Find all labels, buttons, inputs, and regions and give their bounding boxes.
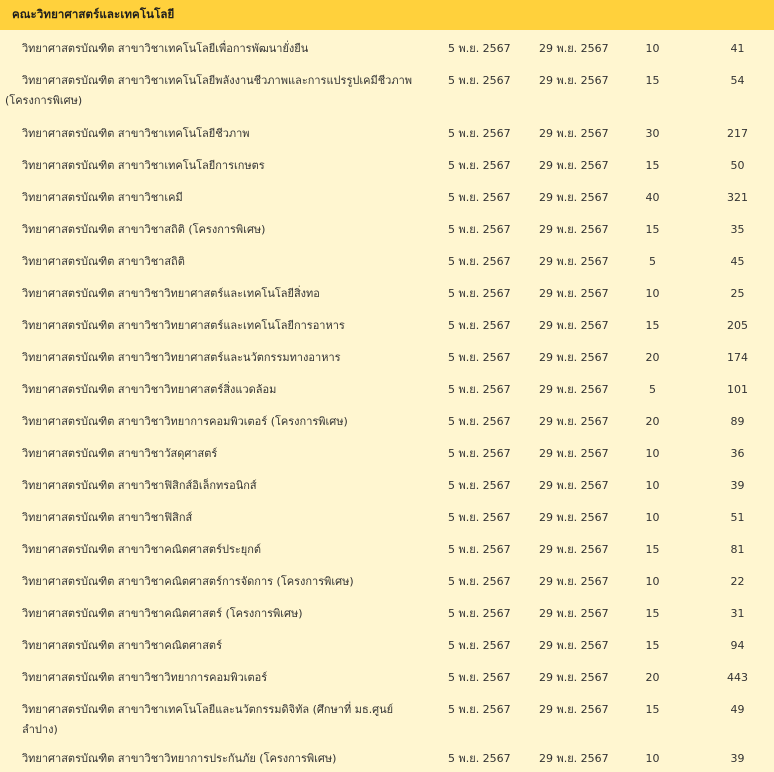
open-date: 5 พ.ย. 2567 bbox=[448, 575, 511, 588]
open-date: 5 พ.ย. 2567 bbox=[448, 415, 511, 428]
program-name-text: วิทยาศาสตรบัณฑิต สาขาวิชาเทคโนโลยีการเกษตร bbox=[22, 159, 265, 172]
seats-count: 15 bbox=[645, 319, 660, 332]
applicants-count: 39 bbox=[730, 479, 745, 492]
applicants-count: 54 bbox=[730, 74, 745, 87]
applicants-count: 51 bbox=[730, 511, 745, 524]
applicants-count: 217 bbox=[727, 127, 749, 140]
applicants-count: 101 bbox=[727, 383, 749, 396]
program-name bbox=[0, 30, 428, 62]
program-name bbox=[0, 499, 428, 531]
program-name-text: วิทยาศาสตรบัณฑิต สาขาวิชาคณิตศาสตร์การจัดการ (โครงการพิเศษ) bbox=[22, 575, 354, 588]
close-date: 29 พ.ย. 2567 bbox=[539, 479, 609, 492]
program-name-text: วิทยาศาสตรบัณฑิต สาขาวิชาวิทยาศาสตร์และเทคโนโลยีสิ่งทอ bbox=[22, 287, 320, 300]
program-name bbox=[0, 179, 428, 211]
program-name bbox=[0, 147, 428, 179]
close-date: 29 พ.ย. 2567 bbox=[539, 287, 609, 300]
program-name-text: วิทยาศาสตรบัณฑิต สาขาวิชาคณิตศาสตร์ (โครงการพิเศษ) bbox=[22, 607, 303, 620]
open-date: 5 พ.ย. 2567 bbox=[448, 447, 511, 460]
program-name bbox=[0, 467, 428, 499]
program-name-continuation: (โครงการพิเศษ) bbox=[5, 94, 83, 107]
seats-count: 15 bbox=[645, 607, 660, 620]
table-row bbox=[0, 499, 774, 531]
close-date: 29 พ.ย. 2567 bbox=[539, 319, 609, 332]
table-row bbox=[0, 531, 774, 563]
open-date: 5 พ.ย. 2567 bbox=[448, 223, 511, 236]
seats-count: 15 bbox=[645, 159, 660, 172]
applicants-count: 321 bbox=[727, 191, 749, 204]
seats-count: 10 bbox=[645, 479, 660, 492]
program-name-text: วิทยาศาสตรบัณฑิต สาขาวิชาวิทยาศาสตร์และเทคโนโลยีการอาหาร bbox=[22, 319, 345, 332]
close-date: 29 พ.ย. 2567 bbox=[539, 351, 609, 364]
table-row bbox=[0, 211, 774, 243]
table-row bbox=[0, 275, 774, 307]
program-name-text: วิทยาศาสตรบัณฑิต สาขาวิชาเทคโนโลยีพลังงานชีวภาพและการแปรรูปเคมีชีวภาพ bbox=[22, 74, 413, 87]
open-date: 5 พ.ย. 2567 bbox=[448, 287, 511, 300]
open-date: 5 พ.ย. 2567 bbox=[448, 127, 511, 140]
program-name bbox=[0, 627, 428, 659]
close-date: 29 พ.ย. 2567 bbox=[539, 127, 609, 140]
open-date: 5 พ.ย. 2567 bbox=[448, 543, 511, 556]
program-name-text: วิทยาศาสตรบัณฑิต สาขาวิชาสถิติ bbox=[22, 255, 185, 268]
open-date: 5 พ.ย. 2567 bbox=[448, 351, 511, 364]
program-name-text: วิทยาศาสตรบัณฑิต สาขาวิชาเทคโนโลยีและนวัตกรรมดิจิทัล (ศึกษาที่ มธ.ศูนย์ลำปาง) bbox=[22, 703, 394, 736]
table-row bbox=[0, 115, 774, 147]
faculty-header-row bbox=[0, 0, 774, 30]
open-date: 5 พ.ย. 2567 bbox=[448, 639, 511, 652]
program-name bbox=[0, 563, 428, 595]
applicants-count: 94 bbox=[730, 639, 745, 652]
open-date: 5 พ.ย. 2567 bbox=[448, 191, 511, 204]
program-name bbox=[0, 243, 428, 275]
close-date: 29 พ.ย. 2567 bbox=[539, 42, 609, 55]
applicants-count: 41 bbox=[730, 42, 745, 55]
close-date: 29 พ.ย. 2567 bbox=[539, 752, 609, 765]
open-date: 5 พ.ย. 2567 bbox=[448, 671, 511, 684]
close-date: 29 พ.ย. 2567 bbox=[539, 223, 609, 236]
open-date: 5 พ.ย. 2567 bbox=[448, 752, 511, 765]
applicants-count: 22 bbox=[730, 575, 745, 588]
open-date: 5 พ.ย. 2567 bbox=[448, 511, 511, 524]
applicants-count: 443 bbox=[727, 671, 749, 684]
seats-count: 10 bbox=[645, 752, 660, 765]
program-name bbox=[0, 403, 428, 435]
program-name bbox=[0, 211, 428, 243]
program-name-text: วิทยาศาสตรบัณฑิต สาขาวิชาวิทยาศาสตร์และนวัตกรรมทางอาหาร bbox=[22, 351, 341, 364]
table-row bbox=[0, 595, 774, 627]
table-row bbox=[0, 659, 774, 691]
program-name-text: วิทยาศาสตรบัณฑิต สาขาวิชาวิทยาศาสตร์สิ่งแวดล้อม bbox=[22, 383, 277, 396]
open-date: 5 พ.ย. 2567 bbox=[448, 319, 511, 332]
close-date: 29 พ.ย. 2567 bbox=[539, 191, 609, 204]
close-date: 29 พ.ย. 2567 bbox=[539, 575, 609, 588]
table-row bbox=[0, 179, 774, 211]
close-date: 29 พ.ย. 2567 bbox=[539, 255, 609, 268]
program-name-text: วิทยาศาสตรบัณฑิต สาขาวิชาสถิติ (โครงการพิเศษ) bbox=[22, 223, 266, 236]
close-date: 29 พ.ย. 2567 bbox=[539, 703, 609, 716]
table-row bbox=[0, 691, 774, 740]
applicants-count: 25 bbox=[730, 287, 745, 300]
applicants-count: 205 bbox=[727, 319, 749, 332]
applicants-count: 89 bbox=[730, 415, 745, 428]
applicants-count: 49 bbox=[730, 703, 745, 716]
program-name-text: วิทยาศาสตรบัณฑิต สาขาวิชาเทคโนโลยีเพื่อการพัฒนายั่งยืน bbox=[22, 42, 309, 55]
program-name bbox=[0, 339, 428, 371]
program-name bbox=[0, 435, 428, 467]
table-row bbox=[0, 243, 774, 275]
program-name-text: วิทยาศาสตรบัณฑิต สาขาวิชาเคมี bbox=[22, 191, 183, 204]
program-name-text: วิทยาศาสตรบัณฑิต สาขาวิชาคณิตศาสตร์ bbox=[22, 639, 222, 652]
applicants-count: 31 bbox=[730, 607, 745, 620]
close-date: 29 พ.ย. 2567 bbox=[539, 383, 609, 396]
close-date: 29 พ.ย. 2567 bbox=[539, 415, 609, 428]
program-name bbox=[0, 659, 428, 691]
seats-count: 15 bbox=[645, 703, 660, 716]
close-date: 29 พ.ย. 2567 bbox=[539, 671, 609, 684]
seats-count: 20 bbox=[645, 671, 660, 684]
close-date: 29 พ.ย. 2567 bbox=[539, 511, 609, 524]
program-name-text: วิทยาศาสตรบัณฑิต สาขาวิชาวิทยาการคอมพิวเตอร์ bbox=[22, 671, 268, 684]
open-date: 5 พ.ย. 2567 bbox=[448, 159, 511, 172]
applicants-count: 39 bbox=[730, 752, 745, 765]
seats-count: 10 bbox=[645, 287, 660, 300]
close-date: 29 พ.ย. 2567 bbox=[539, 159, 609, 172]
close-date: 29 พ.ย. 2567 bbox=[539, 74, 609, 87]
program-name bbox=[0, 275, 428, 307]
program-name bbox=[0, 595, 428, 627]
seats-count: 15 bbox=[645, 543, 660, 556]
table-row bbox=[0, 563, 774, 595]
open-date: 5 พ.ย. 2567 bbox=[448, 74, 511, 87]
table-row bbox=[0, 371, 774, 403]
seats-count: 5 bbox=[649, 255, 656, 268]
program-name-text: วิทยาศาสตรบัณฑิต สาขาวิชาวัสดุศาสตร์ bbox=[22, 447, 218, 460]
open-date: 5 พ.ย. 2567 bbox=[448, 479, 511, 492]
close-date: 29 พ.ย. 2567 bbox=[539, 543, 609, 556]
seats-count: 15 bbox=[645, 74, 660, 87]
table-row bbox=[0, 403, 774, 435]
program-name-text: วิทยาศาสตรบัณฑิต สาขาวิชาคณิตศาสตร์ประยุกต์ bbox=[22, 543, 262, 556]
open-date: 5 พ.ย. 2567 bbox=[448, 255, 511, 268]
table-row bbox=[0, 62, 774, 115]
seats-count: 10 bbox=[645, 575, 660, 588]
seats-count: 20 bbox=[645, 415, 660, 428]
applicants-count: 45 bbox=[730, 255, 745, 268]
program-name bbox=[0, 62, 428, 115]
table-row bbox=[0, 467, 774, 499]
table-row bbox=[0, 30, 774, 62]
faculty-title: คณะวิทยาศาสตร์และเทคโนโลยี bbox=[0, 0, 774, 30]
open-date: 5 พ.ย. 2567 bbox=[448, 607, 511, 620]
open-date: 5 พ.ย. 2567 bbox=[448, 703, 511, 716]
seats-count: 20 bbox=[645, 351, 660, 364]
applicants-count: 50 bbox=[730, 159, 745, 172]
seats-count: 5 bbox=[649, 383, 656, 396]
seats-count: 15 bbox=[645, 223, 660, 236]
seats-count: 40 bbox=[645, 191, 660, 204]
applicants-count: 36 bbox=[730, 447, 745, 460]
table-row bbox=[0, 307, 774, 339]
table-row bbox=[0, 627, 774, 659]
seats-count: 10 bbox=[645, 447, 660, 460]
seats-count: 10 bbox=[645, 42, 660, 55]
applicants-count: 35 bbox=[730, 223, 745, 236]
table-row bbox=[0, 339, 774, 371]
close-date: 29 พ.ย. 2567 bbox=[539, 639, 609, 652]
program-name-text: วิทยาศาสตรบัณฑิต สาขาวิชาเทคโนโลยีชีวภาพ bbox=[22, 127, 250, 140]
program-name-text: วิทยาศาสตรบัณฑิต สาขาวิชาฟิสิกส์ bbox=[22, 511, 193, 524]
program-name bbox=[0, 691, 428, 740]
seats-count: 30 bbox=[645, 127, 660, 140]
applicants-count: 174 bbox=[727, 351, 749, 364]
open-date: 5 พ.ย. 2567 bbox=[448, 383, 511, 396]
close-date: 29 พ.ย. 2567 bbox=[539, 607, 609, 620]
program-name-text: วิทยาศาสตรบัณฑิต สาขาวิชาวิทยาการคอมพิวเตอร์ (โครงการพิเศษ) bbox=[22, 415, 348, 428]
table-row bbox=[0, 147, 774, 179]
table-row bbox=[0, 740, 774, 772]
program-name bbox=[0, 371, 428, 403]
close-date: 29 พ.ย. 2567 bbox=[539, 447, 609, 460]
program-name-text: วิทยาศาสตรบัณฑิต สาขาวิชาวิทยาการประกันภัย (โครงการพิเศษ) bbox=[22, 752, 337, 765]
program-rows bbox=[0, 30, 774, 772]
open-date: 5 พ.ย. 2567 bbox=[448, 42, 511, 55]
table-row bbox=[0, 435, 774, 467]
seats-count: 10 bbox=[645, 511, 660, 524]
program-name bbox=[0, 531, 428, 563]
program-name-text: วิทยาศาสตรบัณฑิต สาขาวิชาฟิสิกส์อิเล็กทรอนิกส์ bbox=[22, 479, 257, 492]
applicants-count: 81 bbox=[730, 543, 745, 556]
program-name bbox=[0, 307, 428, 339]
program-name bbox=[0, 115, 428, 147]
program-name bbox=[0, 740, 428, 772]
seats-count: 15 bbox=[645, 639, 660, 652]
